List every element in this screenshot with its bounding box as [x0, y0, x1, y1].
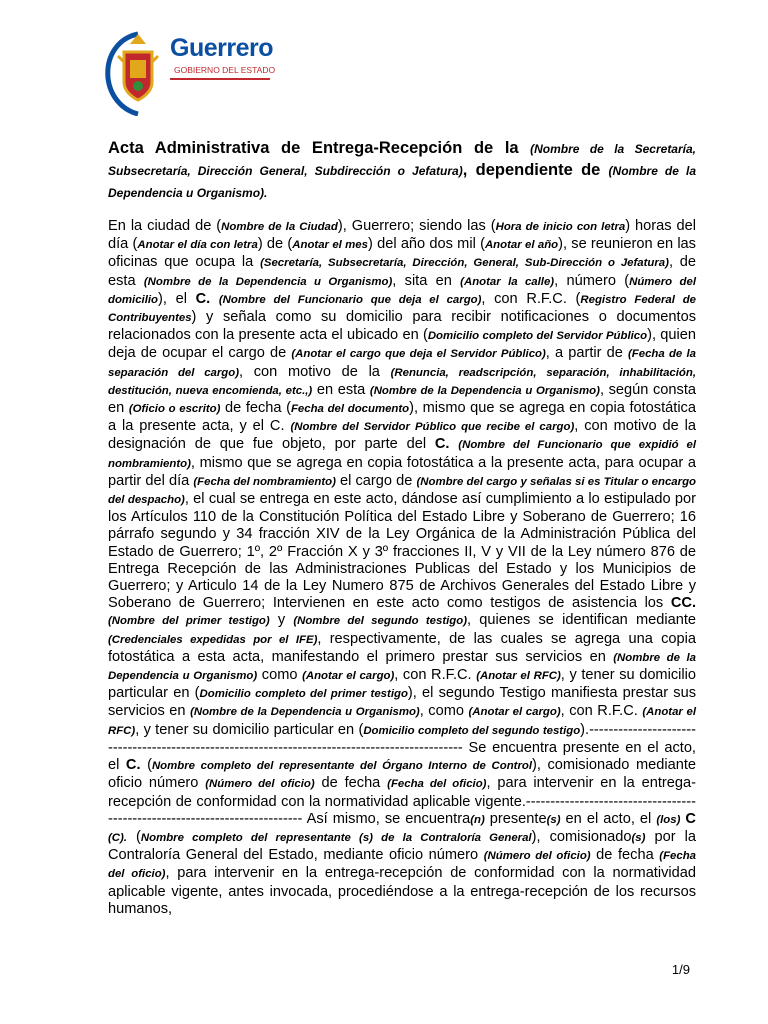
logo-divider: [170, 78, 270, 80]
body-run: de fecha (: [220, 400, 291, 417]
body-run: (Anotar el RFC): [476, 670, 561, 683]
logo-subtitle: GOBIERNO DEL ESTADO: [174, 65, 276, 75]
body-run: (Anotar la calle): [460, 275, 555, 288]
title-run: Acta Administrativa de Entrega-Recepción de la: [108, 139, 519, 157]
body-run: (Anotar el cargo que deja el Servidor Público): [291, 348, 546, 361]
body-run: (: [126, 828, 141, 845]
title-run: ,: [462, 161, 476, 179]
body-run: Anotar el día con letra: [137, 239, 258, 252]
guerrero-logo: [104, 30, 284, 116]
body-run: (Número del oficio): [205, 778, 315, 791]
body-run: (Anotar el cargo): [302, 670, 395, 683]
body-run: (Credenciales expedidas por el IFE): [108, 633, 318, 646]
body-run: , quienes se identifican mediante: [467, 612, 696, 629]
body-run: (Fecha del nombramiento): [193, 475, 336, 488]
body-run: Número del domicilio: [108, 275, 696, 306]
body-run: , para intervenir en la entrega-recepción de conformidad con la normatividad aplicable vigente, antes invocada, procediéndose a la entrega-recepción de los recursos humanos,: [108, 865, 696, 917]
body-run: , número (: [554, 272, 630, 289]
body-run: Domicilio completo del primer testigo: [199, 688, 408, 701]
title-run: dependiente de: [475, 161, 601, 179]
body-run: (Fecha del oficio): [108, 850, 696, 881]
body-run: (Renuncia, readscripción, separación, inhabilitación, destitución, nueva encomienda, etc.,): [108, 366, 696, 397]
body-run: ).----------------------------------------------------------------------------------------------- Se encuentra presente en el acto, el: [108, 721, 696, 774]
body-run: ) horas del día (: [108, 218, 696, 253]
body-run: C.: [125, 757, 141, 774]
body-run: Domicilio completo del Servidor Público: [427, 330, 648, 343]
body-run: (los): [656, 813, 681, 826]
body-run: (Nombre de la Dependencia u Organismo): [190, 706, 420, 719]
body-run: , para intervenir en la entrega-recepción de conformidad con la normatividad aplicable vigente.--------------------------------------------------------------------------- Así mismo, se encuentra: [108, 775, 696, 827]
body-run: , y tener su domicilio particular en (: [108, 667, 696, 702]
body-run: (Fecha de la separación del cargo): [108, 348, 696, 379]
body-run: Hora de inicio con letra: [495, 221, 626, 233]
document-content: [108, 138, 696, 918]
body-run: (Nombre del cargo y señalas si es Titular o encargo del despacho): [108, 475, 696, 507]
body-run: ), el: [158, 290, 196, 307]
body-run: C: [685, 810, 696, 827]
document-title: [108, 138, 696, 204]
coat-of-arms-icon: [104, 30, 174, 116]
body-run: C.: [195, 290, 211, 307]
body-run: ) de (: [257, 236, 293, 253]
body-run: , con R.F.C.: [560, 703, 643, 720]
body-run: ), quien deja de ocupar el cargo de: [108, 327, 696, 362]
body-run: , respectivamente, de las cuales se agrega una copia fotostática a esta acta, manifestando el primero prestar sus servicios en: [108, 630, 696, 665]
body-run: En la ciudad de (: [108, 218, 222, 234]
body-run: presente: [484, 810, 547, 827]
body-run: (n): [470, 813, 485, 826]
body-run: Anotar el mes: [292, 239, 368, 252]
body-run: , y tener su domicilio particular en (: [135, 721, 364, 738]
body-run: ) del año dos mil (: [367, 236, 485, 253]
body-run: en el acto, el: [560, 810, 657, 827]
body-run: Registro Federal de Contribuyentes: [108, 293, 696, 325]
body-run: Nombre completo del representante del Órgano Interno de Control: [151, 760, 533, 773]
body-run: , con motivo de la: [239, 363, 391, 380]
body-run: , de esta: [108, 254, 697, 289]
title-run: [600, 162, 608, 179]
body-run: , con R.F.C.: [394, 667, 477, 684]
body-run: Anotar el año: [484, 239, 559, 252]
body-run: ), Guerrero; siendo las (: [337, 218, 496, 234]
body-run: ), el segundo Testigo manifiesta prestar sus servicios en: [108, 685, 696, 720]
body-run: (Nombre de la Dependencia u Organismo): [108, 651, 696, 683]
body-run: (Fecha del oficio): [387, 778, 487, 791]
title-run: (Nombre de la Dependencia u Organismo).: [108, 164, 696, 200]
title-run: [519, 140, 531, 157]
body-run: , sita en: [392, 272, 461, 289]
body-run: CC.: [670, 595, 696, 612]
body-run: (Nombre del Servidor Público que recibe el cargo): [290, 421, 575, 434]
page-number: 1/9: [671, 962, 690, 977]
body-run: por la Contraloría General del Estado, mediante oficio número: [108, 828, 697, 864]
body-run: (C).: [108, 831, 127, 844]
body-run: , el cual se entrega en este acto, dándose así cumplimiento a lo estipulado por los Artículos 110 de la Constitución Política del Estado Libre y Soberano de Guerrero; 16 párrafo segundo y 34 fracción XIV de la Ley Orgánica de la Administración Pública del Estado de Guerrero; 1º, 2º Fracción X y 3º fracciones II, V y VII de la Ley número 876 de Entrega Recepción de las Administraciones Publicas del Estado y los Municipios de Guerrero; y Articulo 14 de la Ley Numero 875 de Archivos Generales del Estado Libre y Soberano de Guerrero; Intervienen en este acto como testigos de asistencia los: [108, 491, 696, 612]
body-run: Nombre completo del representante (s) de la Contraloría General: [140, 831, 532, 844]
body-run: , con motivo de la designación de que fue objeto, por parte del: [108, 418, 696, 453]
body-run: Fecha del documento: [290, 403, 410, 416]
logo-wordmark: Guerrero: [170, 34, 273, 62]
body-run: ), mismo que se agrega en copia fotostática a la presente acta, y el C.: [108, 400, 696, 435]
body-run: (Secretaría, Subsecretaría, Dirección, General, Sub-Dirección o Jefatura): [260, 257, 669, 270]
body-run: de fecha: [590, 847, 660, 864]
body-run: (s): [631, 831, 646, 844]
body-run: [210, 291, 219, 307]
body-run: (Nombre del primer testigo): [108, 615, 270, 628]
body-run: (Nombre del Funcionario que deja el cargo): [218, 293, 482, 306]
body-run: (Nombre del segundo testigo): [293, 615, 468, 628]
body-run: , mismo que se agrega en copia fotostática a la presente acta, para ocupar a partir del día: [108, 454, 696, 489]
body-run: ), se reunieron en las oficinas que ocupa la: [108, 236, 696, 271]
body-run: , con R.F.C. (: [481, 290, 581, 307]
body-run: ) y señala como su domicilio para recibir notificaciones o documentos relacionados con la presente acta el ubicado en (: [108, 309, 696, 344]
body-run: [449, 436, 458, 452]
body-run: (Nombre de la Dependencia u Organismo): [143, 275, 393, 288]
body-run: y: [269, 612, 294, 629]
body-run: como: [257, 667, 303, 684]
body-run: (Oficio o escrito): [128, 403, 221, 416]
title-run: (Nombre de la Secretaría, Subsecretaría, Dirección General, Subdirección o Jefatura): [108, 142, 696, 178]
body-run: Domicilio completo del segundo testigo: [363, 724, 581, 737]
body-run: (s): [546, 813, 561, 826]
document-body: [108, 218, 696, 918]
body-run: (Anotar el RFC): [108, 706, 696, 737]
body-run: (Nombre del Funcionario que expidió el nombramiento): [108, 439, 696, 470]
body-run: el cargo de: [335, 472, 417, 489]
body-run: (Nombre de la Dependencia u Organismo): [369, 384, 600, 397]
body-run: ), comisionado mediante oficio número: [108, 757, 696, 792]
body-run: , según consta en: [108, 381, 696, 417]
body-run: C.: [434, 436, 450, 453]
body-run: , como: [419, 703, 469, 720]
body-run: (Anotar el cargo): [468, 706, 561, 719]
body-run: (Número del oficio): [483, 850, 591, 863]
body-run: en esta: [312, 381, 370, 398]
body-run: , a partir de: [545, 345, 628, 362]
body-run: (: [140, 757, 152, 774]
body-run: ), comisionado: [531, 828, 632, 845]
body-run: de fecha: [314, 775, 388, 792]
body-run: Nombre de la Ciudad: [221, 221, 338, 233]
